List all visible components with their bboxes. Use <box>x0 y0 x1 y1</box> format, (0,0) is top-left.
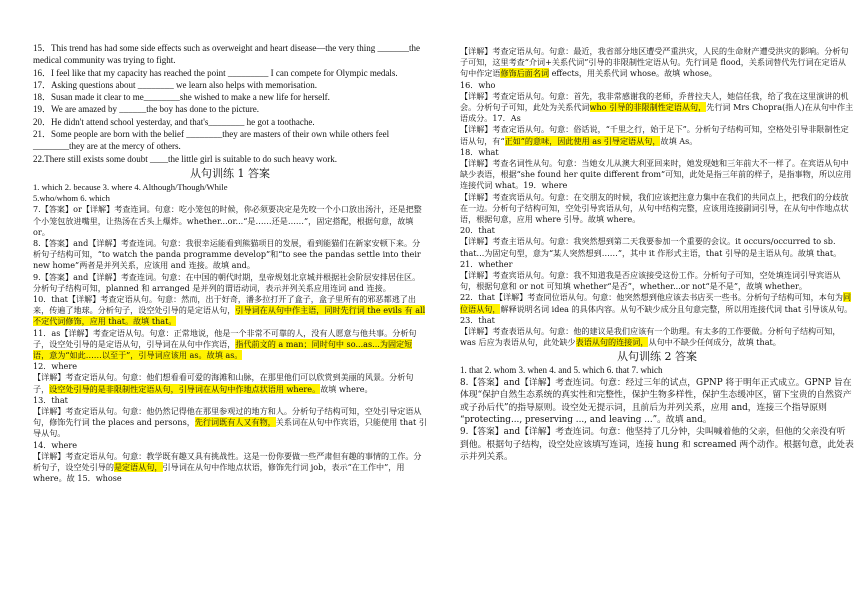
explanation-paragraph <box>460 236 854 258</box>
explanation-paragraph <box>460 315 854 326</box>
explanation-text: 20．that <box>460 225 495 236</box>
explanation-paragraph <box>33 372 427 394</box>
highlighted-text: 同位语从句， <box>460 292 852 314</box>
explanation-text: 解释说明名词 idea 的具体内容。从句不缺少成分且句意完整，所以用连接代词 that 引导该从句。 <box>500 303 853 314</box>
explanation-text: 13．that <box>33 394 68 405</box>
explanation-list <box>33 204 427 484</box>
explanation-text: 23．that <box>460 314 495 325</box>
highlighted-text: 表语从句的连接词， <box>575 337 649 348</box>
explanation-paragraph <box>460 124 854 146</box>
explanation-paragraph <box>460 292 854 314</box>
question-item: 22.There still exists some doubt ____the little girl is suitable to do such heavy work. <box>33 153 337 164</box>
explanation-text: 【详解】考查宾语从句。句意：在交朋友的时候，我们应该把注意力集中在我们的共同点上，把我们的分歧放在一边。分析句子结构可知，空处引导宾语从句，从句中结构完整，应该用连接副词引导，在从句中作地点状语，根据句意，应用 where 引导。故填 where。 <box>460 191 849 225</box>
question-list <box>33 42 427 165</box>
explanation-text: 【详解】考查定语从句。句意：他们想看看可爱的海滩和山脉，在那里他们可以欣赏到美丽的风景。分析句子， <box>33 372 414 394</box>
explanation-paragraph <box>33 294 427 328</box>
explanation-paragraph <box>33 328 427 362</box>
explanation-text: 10．that【详解】考查定语从句。句意：然而，出于好奇，潘多拉打开了盒子，盒子里所有的邪恶都逃了出来，传遍了地球。分析句子，设空处引导的是定语从句， <box>33 294 416 316</box>
highlighted-text: 修饰后面名词 <box>500 68 550 79</box>
right-column <box>460 46 854 464</box>
highlighted-text: 引导词在从句中作主语，同时先行词 the evils 有 all 不定代词修饰，应用 that。故填 that。 <box>33 305 426 327</box>
explanation-text: 从句中不缺少任何成分，故填 that。 <box>648 337 781 348</box>
explanation-text: 【详解】考查宾语从句。句意：我不知道我是否应该接受这份工作。分析句子可知，空处填连词引导宾语从句，根据句意和 or not 可知填 whether“是否”，whether...or not“是不是”，故填 whether。 <box>460 270 841 292</box>
explanation-text: 【详解】考查名词性从句。句意：当她女儿从澳大利亚回来时，她发现她和三年前大不一样了。在宾语从句中缺少表语，根据“she found her quite different from”可知，此处是指三年前的样子，是指事物，所以应用连接代词 what。19．where <box>460 158 852 191</box>
highlighted-text: 是定语从句， <box>113 462 163 473</box>
answer-heading-2: 从句训练 2 答案 <box>617 350 697 364</box>
explanation-paragraph <box>460 270 854 292</box>
explanation-text: 先行词 Mrs Chopra(指人)在从句中作主语成分。17．As <box>460 102 854 124</box>
explanation-text: 18．what <box>460 146 499 157</box>
explanation-paragraph <box>33 451 427 485</box>
explanation-text: 【详解】考查定语从句。句意：首先，我非常感谢我的老师，乔普拉夫人，她信任我，给了我在这里演讲的机会。分析句子可知，此处为关系代词 <box>460 90 849 113</box>
question-item: 16．I feel like that my capacity has reached the point _________ I can compete for Olympic medals. <box>33 67 398 78</box>
explanation-text: 【详解】考查定语从句。句意：他仍然记得他在那里参观过的地方和人。分析句子结构可知，空处引导定语从句，修饰先行词 the places and persons， <box>33 406 422 428</box>
explanation-text: 22．that【详解】考查同位语从句。句意：他突然想到他应该去书店买一些书。分析句子结构可知，本句为 <box>460 292 843 303</box>
explanation-text: 16．who <box>460 79 496 90</box>
explanation-text: 故填 where。 <box>320 383 373 394</box>
explanation-text: 【详解】考查表语从句。句意：他的建议是我们应该有一个助理。有太多的工作要做。分析句子结构可知，was 后应为表语从句，此处缺少 <box>460 326 841 348</box>
explanation-text: 14．where <box>33 439 77 450</box>
explanation-paragraph <box>460 46 854 80</box>
question-item: 15．This trend has had some side effects such as overweight and heart disease—the very thing _______the medical community was trying to fight. <box>33 43 420 66</box>
question-item: 19．We are amazed by ______the boy has done to the picture. <box>33 104 259 115</box>
question-item: 21．Some people are born with the belief ________they are masters of their own while others feel ________they are at the mercy of others. <box>33 129 390 152</box>
explanation-paragraph <box>460 259 854 270</box>
question-item: 18．Susan made it clear to me________she wished to make a new life for herself. <box>33 92 330 103</box>
explanation-paragraph <box>33 440 427 451</box>
question-item: 17．Asking questions about ________ we learn also helps with memorisation. <box>33 79 317 90</box>
explanation-text: 故填 As。 <box>660 135 698 146</box>
explanation-paragraph: 8.【答案】and【详解】考查连词。句意：经过三年的试点，GPNP 将于明年正式成立。GPNP 旨在体现“保护自然生态系统的真实性和完整性，保护生物多样性，保护生态缓冲区，留下宝贵的自然资产或子孙后代”的指导原则。设空处无提示词，且前后为并列关系，应用 and，连接三个指导原则 “protecting..., preserving ..., and leaving ...”。故填 and。 <box>460 377 852 425</box>
highlighted-text: 正如”的意味，因此使用 as 引导定语从句， <box>504 135 661 146</box>
explanation-text: 【详解】考查定语从句。句意：最近，我省部分地区遭受严重洪灾，人民的生命财产遭受洪灾的影响。分析句子可知，这里考查“介词+关系代词”引导的非限制性定语从句。先行词是 flood，关系词替代先行词在定语从句中作定语 <box>460 46 849 79</box>
explanation-text: 关系词在从句中作宾语，只能使用 that 引导从句。 <box>33 417 427 439</box>
explanation-paragraph <box>460 192 854 226</box>
explanation-text: effects，用关系代词 whose。故填 whose。 <box>549 68 717 79</box>
answer-line: 5.who/whom 6. which <box>33 193 110 204</box>
highlighted-text: 先行词既有人又有物， <box>194 417 276 428</box>
explanation-paragraph <box>460 326 854 348</box>
explanation-list <box>460 46 854 348</box>
explanation-paragraph <box>460 91 854 125</box>
explanation-text: 【详解】考查定语从句。句意：教学既有趣又具有挑战性。这是一份你要做一些严肃但有趣的事情的工作。分析句子，设空处引导的 <box>33 450 422 473</box>
explanation-paragraph <box>33 272 427 294</box>
explanation-paragraph <box>33 406 427 440</box>
highlighted-text: 指代前文的 a man；同时句中 so...as...为固定短语，意为“如此……以至于”，引导词应该用 as。故填 as。 <box>33 338 413 361</box>
explanation-text: 引导词在从句中作地点状语，修饰先行词 job，表示“在工作中”，用 where。故 15．whose <box>33 462 405 484</box>
explanation-text: 7.【答案】or【详解】考查连词。句意：吃小笼包的时候，你必须要决定是先咬一个小口放出汤汁，还是把整个小笼包放进嘴里，让热汤在舌头上爆炸。whether...or...“是……还是……”，固定搭配，根据句意，故填 or。 <box>33 204 422 237</box>
explanation-text: 11．as【详解】考查定语从句。句意：正常地说，他是一个非常不可靠的人，没有人愿意与他共事。分析句子，设空处引导的是定语从句，引导词在从句中作宾语， <box>33 327 417 349</box>
highlighted-text: 设空处引导的是非限制性定语从句，引导词在从句中作地点状语用 where。 <box>49 383 321 394</box>
explanation-paragraph: 9.【答案】and【详解】考查连词。句意：他坚持了几分钟，尖叫喊着他的父亲，但他的父亲没有听到他。根据句子结构，设空处应该填写连词，连接 hung 和 screamed 两个动作。根据句意，此处表示并列关系。 <box>460 427 854 463</box>
explanation-list <box>460 377 854 464</box>
explanation-text: 12．where <box>33 361 77 372</box>
question-item: 20．He didn't attend school yesterday, and that's________ he got a toothache. <box>33 116 315 127</box>
explanation-paragraph <box>460 225 854 236</box>
explanation-text: 21．whether <box>460 258 513 269</box>
explanation-text: 【详解】考查定语从句。句意：俗话说，“千里之行，始于足下”。分析句子结构可知，空格处引导非限制性定语从句，有“ <box>460 124 849 146</box>
answer-line: 1. which 2. because 3. where 4. Although/Though/While <box>33 181 228 192</box>
explanation-text: 9.【答案】and【详解】考查连词。句意：在中国的朝代时期，皇帝规划北京城并根据社会阶层安排居住区。分析句子结构可知，planned 和 arranged 是并列的谓语动词，表示并列关系应用连词 and 连接。 <box>33 271 421 293</box>
explanation-text: 【详解】考查主语从句。句意：我突然想到第二天我要参加一个重要的会议。it occurs/occurred to sb. that...为固定句型，意为“某人突然想到……”，其中 it 作形式主语，that 引导的是主语从句。故填 that。 <box>460 236 842 258</box>
answer-heading-1: 从句训练 1 答案 <box>190 166 270 180</box>
explanation-paragraph <box>460 158 854 192</box>
explanation-paragraph <box>33 395 427 406</box>
explanation-paragraph <box>33 204 427 238</box>
explanation-text: 8.【答案】and【详解】考查连词。句意：我很幸运能看到熊猫项目的发展，看到能猫们在新家安顿下来。分析句子结构可知，“to watch the panda programme develop”和“to see the pandas settle into their new home”两者是并列关系，应该用 and 连接。故填 and。 <box>33 237 421 271</box>
explanation-paragraph <box>460 147 854 158</box>
highlighted-text: who 引导的非限制性定语从句， <box>589 102 707 113</box>
left-column <box>33 42 427 484</box>
explanation-paragraph <box>33 238 427 272</box>
explanation-paragraph <box>460 80 854 91</box>
answer-line: 1. that 2. whom 3. when 4. and 5. which 6. that 7. which <box>460 365 663 376</box>
explanation-paragraph <box>33 361 427 372</box>
